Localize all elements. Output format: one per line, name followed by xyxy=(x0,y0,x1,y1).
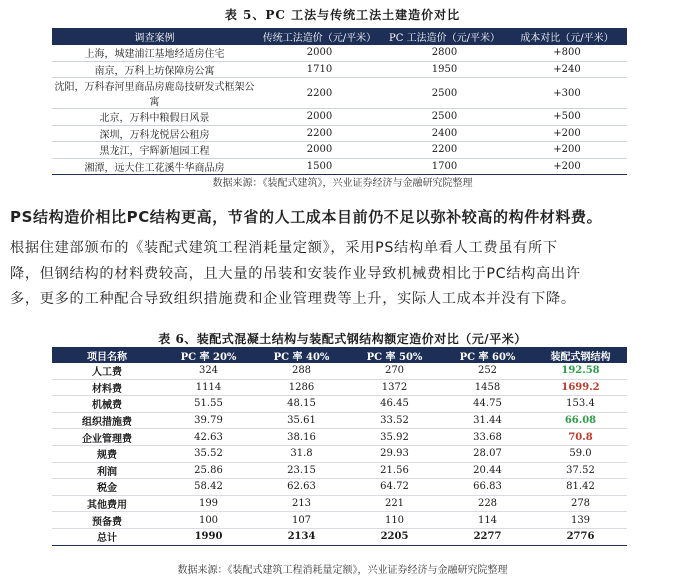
table6-cell: 2134 xyxy=(255,528,348,545)
table6 xyxy=(52,347,627,546)
table5-cell: +300 xyxy=(507,78,627,109)
table6-cell: 规费 xyxy=(52,445,162,462)
table6-cell: 221 xyxy=(348,495,441,512)
table5-cell: 沈阳，万科春河里商品房鹿岛技研发式框架公寓 xyxy=(52,78,257,109)
table6-row xyxy=(52,512,627,529)
table6-cell: 107 xyxy=(255,512,348,529)
table6-cell: 1458 xyxy=(441,379,534,396)
table5-cell: 1700 xyxy=(382,158,507,175)
table6-cell: 机械费 xyxy=(52,396,162,413)
table6-cell: 139 xyxy=(534,512,627,529)
table6-row xyxy=(52,445,627,462)
table5-cell: +200 xyxy=(507,142,627,159)
table6-cell: 31.44 xyxy=(441,412,534,429)
table5-cell: 2500 xyxy=(382,109,507,126)
table6-cell: 35.52 xyxy=(162,445,255,462)
table5-source: 数据来源：《装配式建筑》，兴业证券经济与金融研究院整理 xyxy=(212,178,473,189)
table6-cell: 288 xyxy=(255,363,348,379)
paragraph-heading: PS结构造价相比PC结构更高，节省的人工成本目前仍不足以弥补较高的构件材料费。 xyxy=(10,208,603,226)
table5-cell: 2500 xyxy=(382,78,507,109)
table6-cell: 114 xyxy=(441,512,534,529)
table6-cell: 31.8 xyxy=(255,445,348,462)
table6-cell: 38.16 xyxy=(255,429,348,446)
table6-header-pc20: PC 率 20% xyxy=(162,347,255,363)
table5-cell: 2200 xyxy=(382,142,507,159)
table6-cell: 21.56 xyxy=(348,462,441,479)
table6-cell: 213 xyxy=(255,495,348,512)
table6-header-pc50: PC 率 50% xyxy=(348,347,441,363)
table5-row xyxy=(52,158,627,175)
table5-cell: 1950 xyxy=(382,61,507,78)
table5-row xyxy=(52,142,627,159)
table5-header-traditional: 传统工法造价（元/平米） xyxy=(257,28,382,45)
table6-cell: 48.15 xyxy=(255,396,348,413)
table5-row xyxy=(52,61,627,78)
table5-cell: +800 xyxy=(507,45,627,61)
table6-cell: 20.44 xyxy=(441,462,534,479)
table5-cell: 湘潭，远大住工花溪牛华商品房 xyxy=(52,158,257,175)
paragraph-line: 降，但钢结构的材料费较高，且大量的吊装和安装作业导致机械费相比于PC结构高出许 xyxy=(10,265,581,282)
table6-cell: 35.61 xyxy=(255,412,348,429)
table6-cell: 1990 xyxy=(162,528,255,545)
table6-header-row xyxy=(52,347,627,363)
table6-cell: 192.58 xyxy=(534,363,627,379)
paragraph-line: 根据住建部颁布的《装配式建筑工程消耗量定额》，采用PS结构单看人工费虽有所下 xyxy=(10,240,558,256)
table6-cell: 其他费用 xyxy=(52,495,162,512)
table6-row xyxy=(52,379,627,396)
table6-cell: 58.42 xyxy=(162,479,255,496)
table5-cell: 南京，万科上坊保障房公寓 xyxy=(52,61,257,78)
table5-cell: 2400 xyxy=(382,125,507,142)
table5-header-case: 调查案例 xyxy=(52,28,257,45)
table6-cell: 39.79 xyxy=(162,412,255,429)
table5-cell: 2200 xyxy=(257,125,382,142)
table6-cell: 2776 xyxy=(534,528,627,545)
table6-header-steel: 装配式钢结构 xyxy=(534,347,627,363)
table6-cell: 51.55 xyxy=(162,396,255,413)
table6-row xyxy=(52,396,627,413)
table6-header-item: 项目名称 xyxy=(52,347,162,363)
table6-cell: 1372 xyxy=(348,379,441,396)
table5-cell: 1500 xyxy=(257,158,382,175)
table6-cell: 33.52 xyxy=(348,412,441,429)
table6-row xyxy=(52,528,627,545)
table6-row xyxy=(52,429,627,446)
table6-cell: 64.72 xyxy=(348,479,441,496)
table6-cell: 税金 xyxy=(52,479,162,496)
table6-cell: 62.63 xyxy=(255,479,348,496)
table6-cell: 252 xyxy=(441,363,534,379)
table6-cell: 66.08 xyxy=(534,412,627,429)
table5-cell: +200 xyxy=(507,158,627,175)
table6-cell: 228 xyxy=(441,495,534,512)
table6-source: 数据来源：《装配式建筑工程消耗量定额》，兴业证券经济与金融研究院整理 xyxy=(177,565,508,576)
table5-row xyxy=(52,125,627,142)
table5-cell: 2000 xyxy=(257,142,382,159)
table6-cell: 59.0 xyxy=(534,445,627,462)
table6-row xyxy=(52,495,627,512)
paragraph-line: 多，更多的工种配合导致组织措施费和企业管理费等上升，实际人工成本并没有下降。 xyxy=(10,291,576,307)
paragraph-body xyxy=(10,236,678,313)
table6-row xyxy=(52,363,627,379)
table6-body xyxy=(52,363,627,545)
table6-cell: 46.45 xyxy=(348,396,441,413)
table5-body xyxy=(52,45,627,175)
table6-row xyxy=(52,412,627,429)
table6-cell: 270 xyxy=(348,363,441,379)
table6-cell: 25.86 xyxy=(162,462,255,479)
table6-cell: 44.75 xyxy=(441,396,534,413)
table5-cell: 2200 xyxy=(257,78,382,109)
table5-cell: +240 xyxy=(507,61,627,78)
table6-cell: 2277 xyxy=(441,528,534,545)
table6-cell: 33.68 xyxy=(441,429,534,446)
table6-header-pc60: PC 率 60% xyxy=(441,347,534,363)
table5 xyxy=(52,28,627,175)
table6-cell: 预备费 xyxy=(52,512,162,529)
table6-cell: 324 xyxy=(162,363,255,379)
table6-header-pc40: PC 率 40% xyxy=(255,347,348,363)
table5-header-row xyxy=(52,28,627,45)
table6-cell: 材料费 xyxy=(52,379,162,396)
table6-cell: 1286 xyxy=(255,379,348,396)
table5-cell: 2800 xyxy=(382,45,507,61)
table5-cell: 1710 xyxy=(257,61,382,78)
table5-cell: +200 xyxy=(507,125,627,142)
table5-title: 表 5、PC 工法与传统工法土建造价对比 xyxy=(224,8,461,22)
table6-cell: 42.63 xyxy=(162,429,255,446)
table6-cell: 70.8 xyxy=(534,429,627,446)
table6-cell: 29.93 xyxy=(348,445,441,462)
table5-cell: 黑龙江，宇辉新旭园工程 xyxy=(52,142,257,159)
table5-cell: 北京，万科中粮假日风景 xyxy=(52,109,257,126)
table5-cell: 上海，城建浦江基地经适房住宅 xyxy=(52,45,257,61)
table6-cell: 企业管理费 xyxy=(52,429,162,446)
table6-cell: 81.42 xyxy=(534,479,627,496)
table5-header-diff: 成本对比（元/平米） xyxy=(507,28,627,45)
table5-cell: 深圳，万科龙悦居公租房 xyxy=(52,125,257,142)
table6-cell: 100 xyxy=(162,512,255,529)
table6-cell: 人工费 xyxy=(52,363,162,379)
table5-cell: +500 xyxy=(507,109,627,126)
table6-cell: 199 xyxy=(162,495,255,512)
table6-row xyxy=(52,479,627,496)
table6-cell: 总计 xyxy=(52,528,162,545)
table6-row xyxy=(52,462,627,479)
table5-row xyxy=(52,109,627,126)
table6-cell: 153.4 xyxy=(534,396,627,413)
table6-cell: 2205 xyxy=(348,528,441,545)
table6-cell: 35.92 xyxy=(348,429,441,446)
table5-header-pc: PC 工法造价（元/平米） xyxy=(382,28,507,45)
table5-cell: 2000 xyxy=(257,109,382,126)
table6-cell: 23.15 xyxy=(255,462,348,479)
table6-cell: 110 xyxy=(348,512,441,529)
table6-cell: 66.83 xyxy=(441,479,534,496)
table5-cell: 2000 xyxy=(257,45,382,61)
table5-row xyxy=(52,45,627,61)
table6-cell: 278 xyxy=(534,495,627,512)
table6-cell: 利润 xyxy=(52,462,162,479)
table6-cell: 1699.2 xyxy=(534,379,627,396)
table6-cell: 37.52 xyxy=(534,462,627,479)
table6-title: 表 6、装配式混凝土结构与装配式钢结构额定造价对比（元/平米） xyxy=(158,332,527,346)
table6-cell: 组织措施费 xyxy=(52,412,162,429)
table5-row xyxy=(52,78,627,109)
table6-cell: 1114 xyxy=(162,379,255,396)
table6-cell: 28.07 xyxy=(441,445,534,462)
